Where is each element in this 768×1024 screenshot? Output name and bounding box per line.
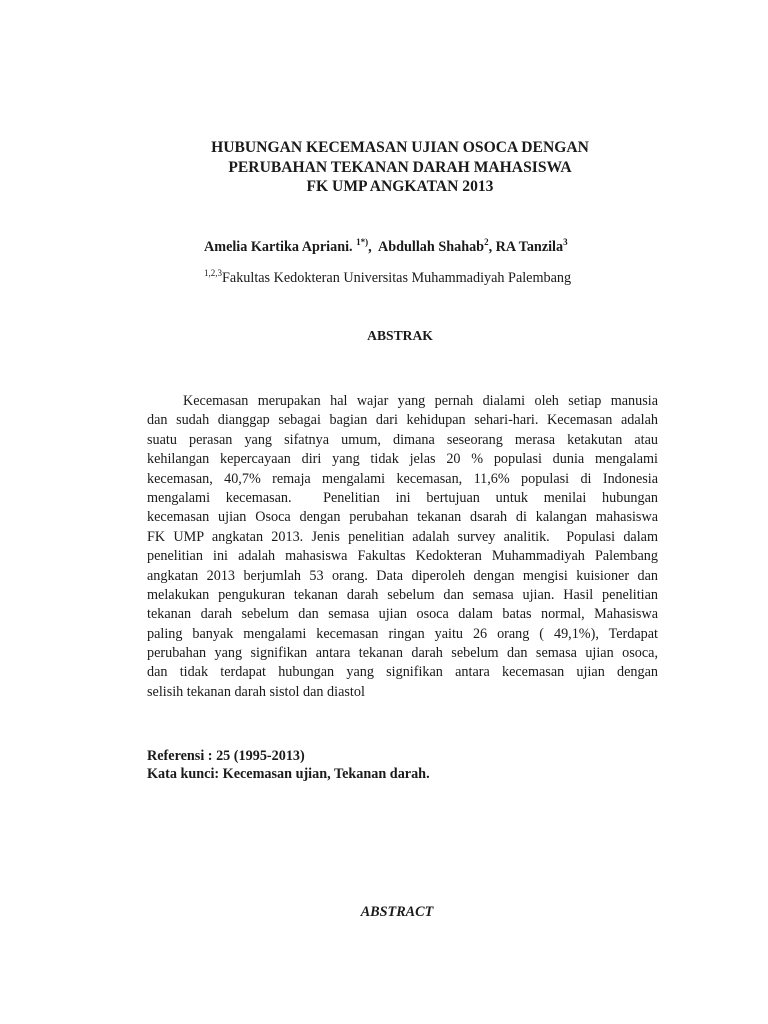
author-separator-1: , (368, 239, 378, 255)
abstrak-line: dan tidak terdapat hubungan yang signifikan antara kecemasan ujian dengan (147, 664, 658, 681)
references-count: Referensi : 25 (1995-2013) (147, 748, 305, 764)
abstrak-line: perubahan yang signifikan antara tekanan darah sebelum dan semasa ujian osoca, (147, 645, 658, 662)
author-list (204, 239, 568, 256)
abstrak-line: dan sudah dianggap sebagai bagian dari kehidupan sehari-hari. Kecemasan adalah (147, 412, 658, 429)
abstrak-line: melakukan pengukuran tekanan darah sebelum dan semasa ujian. Hasil penelitian (147, 586, 658, 603)
author-2-superscript: 2 (484, 237, 489, 247)
abstrak-line: penelitian ini adalah mahasiswa Fakultas Kedokteran Muhammadiyah Palembang (147, 548, 658, 565)
affiliation (204, 270, 571, 287)
abstrak-line: angkatan 2013 berjumlah 53 orang. Data diperoleh dengan mengisi kuisioner dan (147, 567, 658, 584)
author-3-name: RA Tanzila (495, 239, 564, 255)
author-2-name: Abdullah Shahab (377, 239, 485, 255)
author-1-superscript: 1*) (356, 237, 369, 247)
reference-keyword-block (147, 747, 430, 783)
abstrak-line: kecemasan ujian Osoca dengan perubahan tekanan dsarah di kalangan mahasiswa (147, 509, 658, 526)
abstrak-line: mengalami kecemasan. Penelitian ini bertujuan untuk menilai hubungan (147, 489, 658, 506)
abstrak-line: tekanan darah sebelum dan semasa ujian osoca dalam batas normal, Mahasiswa (147, 606, 658, 623)
abstrak-body (147, 392, 658, 702)
author-separator-2: , (488, 239, 496, 255)
abstrak-line: paling banyak mengalami kecemasan ringan yaitu 26 orang ( 49,1%), Terdapat (147, 625, 658, 642)
abstrak-line: kecemasan, 40,7% remaja mengalami kecemasan, 11,6% populasi di Indonesia (147, 470, 658, 487)
affiliation-text: Fakultas Kedokteran Universitas Muhammadiyah Palembang (222, 270, 572, 286)
abstrak-line: kehilangan kepercayaan diri yang tidak jelas 20 % populasi dunia mengalami (147, 451, 658, 468)
abstrak-line: FK UMP angkatan 2013. Jenis penelitian adalah survey analitik. Populasi dalam (147, 528, 658, 545)
abstract-heading: ABSTRACT (360, 904, 434, 920)
abstrak-heading: ABSTRAK (367, 328, 433, 343)
title-line-3: FK UMP ANGKATAN 2013 (306, 178, 494, 195)
title-line-1: HUBUNGAN KECEMASAN UJIAN OSOCA DENGAN (211, 139, 589, 156)
abstrak-line: Kecemasan merupakan hal wajar yang pernah dialami oleh setiap manusia (183, 393, 658, 409)
affiliation-superscript: 1,2,3 (204, 268, 222, 278)
abstrak-line: suatu perasan yang sifatnya umum, dimana seseorang merasa ketakutan atau (147, 431, 658, 448)
author-3-superscript: 3 (563, 237, 568, 247)
paper-title (0, 138, 768, 197)
title-line-2: PERUBAHAN TEKANAN DARAH MAHASISWA (228, 158, 572, 176)
keywords: Kata kunci: Kecemasan ujian, Tekanan darah. (147, 766, 430, 782)
abstrak-line: selisih tekanan darah sistol dan diastol (147, 683, 365, 700)
author-1-name: Amelia Kartika Apriani. (204, 239, 353, 255)
